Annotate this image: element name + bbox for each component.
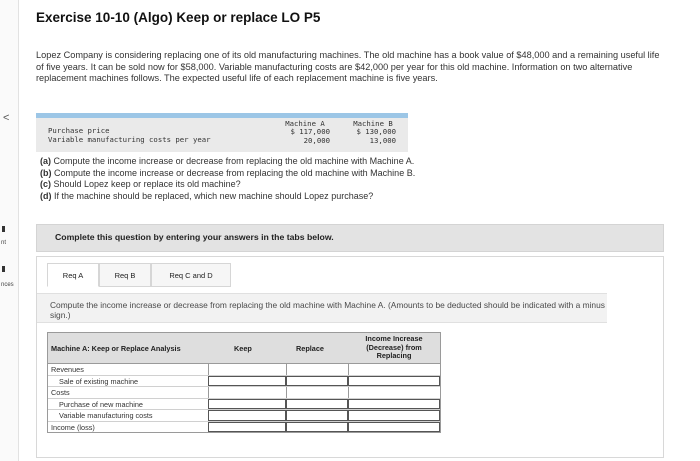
- income-purchase-new-field[interactable]: [349, 401, 439, 410]
- replace-variable-costs-field[interactable]: [287, 412, 347, 421]
- column-header-income-change: Income Increase (Decrease) from Replacing: [365, 334, 423, 360]
- row-label-costs: Costs: [51, 388, 70, 397]
- income-purchase-new-input[interactable]: [348, 399, 440, 410]
- table-row: [48, 364, 440, 376]
- question-a: [40, 156, 415, 168]
- analysis-title: Machine A: Keep or Replace Analysis: [51, 344, 181, 353]
- column-header-keep: Keep: [234, 344, 252, 353]
- income-variable-costs-input[interactable]: [348, 410, 440, 421]
- replace-cell: [286, 364, 348, 375]
- row-label-variable-manufacturing-costs: Variable manufacturing costs: [59, 411, 153, 420]
- gutter-text-nt: nt: [1, 240, 7, 246]
- replace-variable-costs-input[interactable]: [286, 410, 348, 421]
- row-label-purchase-new-machine: Purchase of new machine: [59, 399, 143, 409]
- keep-purchase-new-input[interactable]: [208, 399, 286, 410]
- gutter-text-nces: nces: [1, 282, 14, 288]
- question-b: [40, 168, 415, 180]
- income-change-total-input[interactable]: [348, 422, 440, 433]
- answer-panel: [36, 256, 664, 458]
- exercise-intro: Lopez Company is considering replacing one of its old manufacturing machines. The old machine has a book value of $48,000 and a remaining useful life of five years. It can be sold now for $58,000. Variable manufacturing costs are $42,000 per year for this old machine. Information on two alternative replacement machines follows. The expected useful life of each replacement machine is five years.: [36, 50, 660, 84]
- keep-purchase-new-field[interactable]: [209, 401, 285, 410]
- tab-req-b[interactable]: Req B: [99, 263, 151, 287]
- income-variable-costs-field[interactable]: [349, 412, 439, 421]
- keep-income-input[interactable]: [208, 422, 286, 433]
- keep-variable-costs-field[interactable]: [209, 412, 285, 421]
- purchase-price-b: $ 130,000: [356, 127, 396, 136]
- question-tag: (c): [40, 179, 51, 190]
- question-text: If the machine should be replaced, which new machine should Lopez purchase?: [54, 191, 374, 202]
- table-row: [48, 376, 440, 388]
- tab-req-a[interactable]: Req A: [47, 263, 99, 287]
- income-sale-existing-input[interactable]: [348, 376, 440, 387]
- replace-sale-existing-field[interactable]: [287, 378, 347, 387]
- keep-replace-analysis-table: [47, 332, 441, 433]
- question-d: [40, 191, 415, 203]
- keep-income-field[interactable]: [209, 424, 285, 433]
- income-sale-existing-field[interactable]: [349, 378, 439, 387]
- chevron-left-icon[interactable]: <: [3, 112, 10, 124]
- purchase-price-a: $ 117,000: [290, 127, 330, 136]
- gutter-marker: [2, 266, 5, 272]
- variable-costs-a: 20,000: [303, 136, 330, 145]
- variable-costs-b: 13,000: [369, 136, 396, 145]
- sub-instruction-bar: [37, 293, 607, 323]
- table-header-machine-a: Machine A: [285, 119, 325, 128]
- tab-req-c-and-d[interactable]: Req C and D: [151, 263, 231, 287]
- row-label-income-loss: Income (loss): [51, 422, 95, 432]
- keep-variable-costs-input[interactable]: [208, 410, 286, 421]
- replace-income-field[interactable]: [287, 424, 347, 433]
- replace-cell: [286, 387, 348, 398]
- replace-purchase-new-input[interactable]: [286, 399, 348, 410]
- instruction-bar: [36, 224, 664, 252]
- row-label-purchase-price: Purchase price: [48, 126, 110, 135]
- table-row: [48, 422, 440, 433]
- row-label-revenues: Revenues: [51, 365, 84, 374]
- sub-instruction-text: Compute the income increase or decrease from replacing the old machine with Machine A. (Amounts to be deducted should be indicated with a minus sign.): [50, 300, 605, 320]
- analysis-header: [48, 333, 440, 364]
- column-header-replace: Replace: [296, 344, 324, 353]
- keep-sale-existing-input[interactable]: [208, 376, 286, 387]
- question-tag: (a): [40, 156, 51, 166]
- exercise-title: Exercise 10-10 (Algo) Keep or replace LO P5: [36, 10, 321, 25]
- keep-cell: [208, 387, 286, 398]
- table-header-machine-b: Machine B: [353, 119, 393, 128]
- replace-income-input[interactable]: [286, 422, 348, 433]
- question-tag: (d): [40, 191, 52, 202]
- keep-sale-existing-field[interactable]: [209, 378, 285, 387]
- table-row: [48, 387, 440, 399]
- table-row: [48, 399, 440, 411]
- question-text: Compute the income increase or decrease from replacing the old machine with Machine A.: [53, 156, 415, 166]
- row-label-sale-existing-machine: Sale of existing machine: [59, 376, 139, 386]
- replace-purchase-new-field[interactable]: [287, 401, 347, 410]
- replace-sale-existing-input[interactable]: [286, 376, 348, 387]
- question-text: Compute the income increase or decrease from replacing the old machine with Machine B.: [54, 167, 416, 178]
- row-label-variable-costs: Variable manufacturing costs per year: [48, 135, 211, 144]
- question-list: [40, 156, 415, 203]
- gutter-marker: [2, 226, 5, 232]
- income-change-cell: [348, 387, 440, 398]
- keep-cell: [208, 364, 286, 375]
- instruction-text: Complete this question by entering your answers in the tabs below.: [55, 232, 334, 242]
- question-text: Should Lopez keep or replace its old machine?: [53, 179, 241, 190]
- left-gutter: [0, 0, 19, 461]
- question-tag: (b): [40, 167, 52, 178]
- question-c: [40, 179, 415, 191]
- machine-data-table: [36, 113, 408, 152]
- table-row: [48, 410, 440, 422]
- income-change-total-field[interactable]: [349, 424, 439, 433]
- income-change-cell: [348, 364, 440, 375]
